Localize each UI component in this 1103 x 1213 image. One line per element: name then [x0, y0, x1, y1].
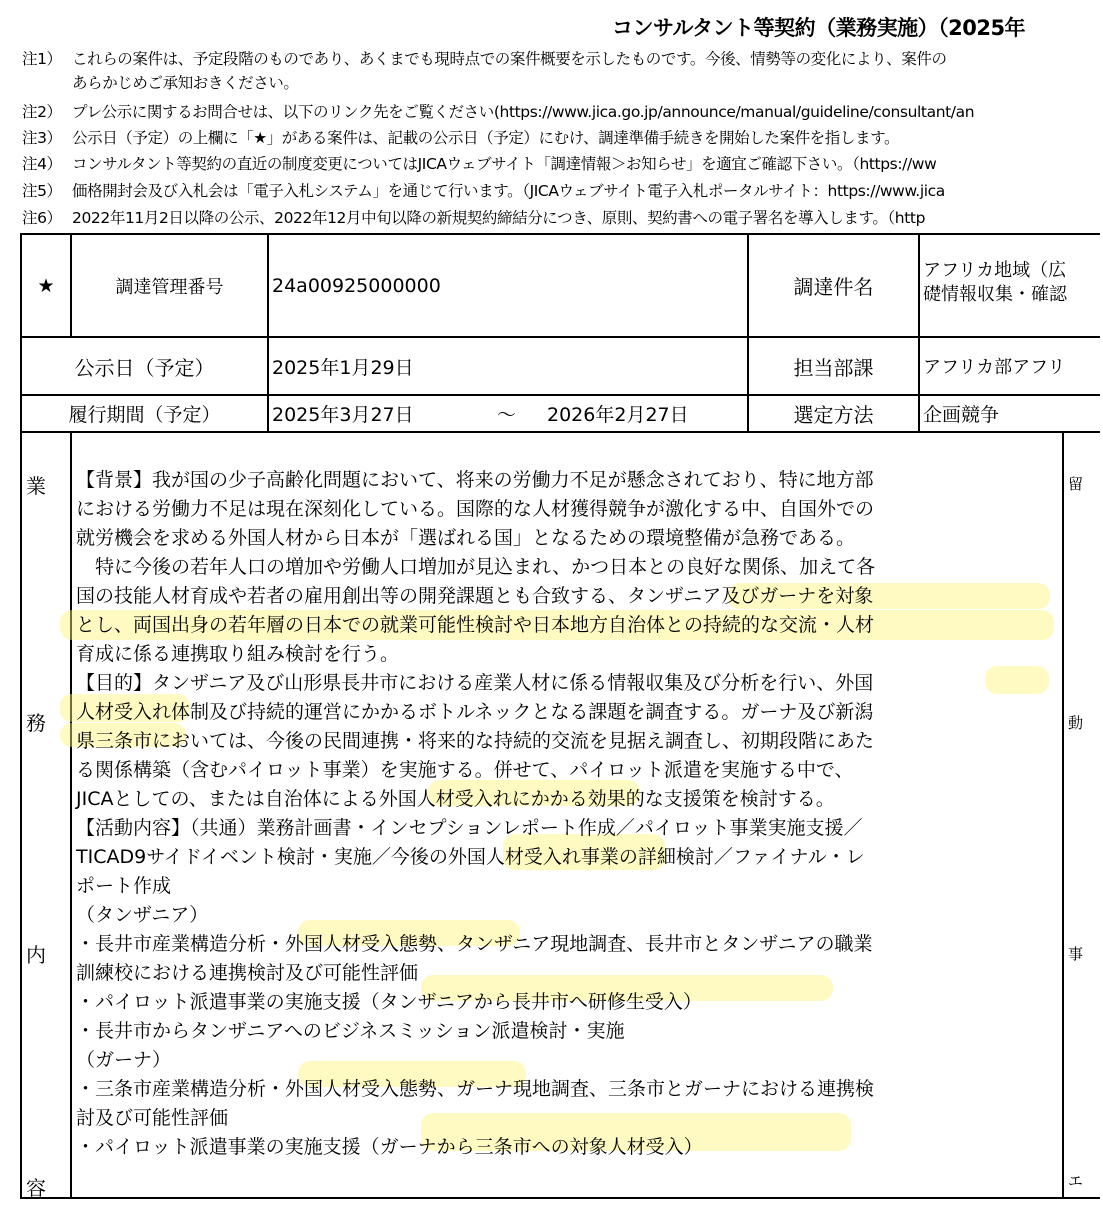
period-separator: ～	[497, 404, 517, 426]
department-value: アフリカ部アフリ	[923, 357, 1066, 378]
procurement-no-label: 調達管理番号	[115, 276, 224, 298]
body-line: ・パイロット派遣事業の実施支援（タンザニアから長井市へ研修生受入）	[76, 991, 702, 1013]
note-label: 注6）	[22, 209, 62, 227]
body-line: 【目的】タンザニア及び山形県長井市における産業人材に係る情報収集及び分析を行い、外国	[76, 672, 874, 694]
right-column-char: エ	[1068, 1172, 1084, 1190]
note-item	[22, 128, 899, 148]
selection-method-label: 選定方法	[793, 403, 874, 427]
right-column-char: 動	[1068, 714, 1084, 732]
announce-date-value: 2025年1月29日	[272, 356, 414, 379]
body-line: 討及び可能性評価	[76, 1107, 229, 1129]
body-line: TICAD9サイドイベント検討・実施／今後の外国人材受入れ事業の詳細検討／ファイナル・レ	[76, 846, 865, 868]
note-label: 注5）	[22, 182, 62, 200]
body-line: JICAとしての、または自治体による外国人材受入れにかかる効果的な支援策を検討する。	[76, 788, 835, 810]
body-line: ・パイロット派遣事業の実施支援（ガーナから三条市への対象人材受入）	[76, 1136, 703, 1158]
highlight-mark	[985, 666, 1049, 694]
project-name-label: 調達件名	[793, 275, 874, 299]
body-line: 県三条市においては、今後の民間連携・将来的な持続的交流を見据え調査し、初期段階にあた	[76, 730, 875, 752]
body-line: 人材受入れ体制及び持続的運営にかかるボトルネックとなる課題を調査する。ガーナ及び新潟	[76, 701, 874, 723]
body-line: 【活動内容】（共通）業務計画書・インセプションレポート作成／パイロット事業実施支援／	[76, 817, 863, 839]
body-line: における労働力不足は現在深刻化している。国際的な人材獲得競争が激化する中、自国外での	[76, 498, 875, 520]
note-text: プレ公示に関するお問合せは、以下のリンク先をご覧ください(https://www.jica.go.jp/announce/manual/guideline/consultant/an	[72, 103, 975, 121]
department-label: 担当部課	[793, 355, 874, 380]
announce-date-label: 公示日（予定）	[74, 355, 215, 380]
note-text: 価格開封会及び入札会は「電子入札システム」を通じて行います。（JICAウェブサイト電子入札ポータルサイト：https://www.jica	[72, 182, 945, 200]
project-name-value: アフリカ地域（広 礎情報収集・確認	[923, 260, 1067, 305]
period-label: 履行期間（予定）	[68, 404, 221, 426]
body-line: 国の技能人材育成や若者の雇用創出等の開発課題とも合致する、タンザニア及びガーナを対象	[76, 585, 874, 607]
body-line: 育成に係る連携取り組み検討を行う。	[76, 643, 400, 665]
body-line: ・長井市産業構造分析・外国人材受入態勢、タンザニア現地調査、長井市とタンザニアの職業	[76, 933, 873, 955]
body-line: る関係構築（含むパイロット事業）を実施する。併せて、パイロット派遣を実施する中で、	[76, 759, 854, 781]
body-line: 特に今後の若年人口の増加や労働人口増加が見込まれ、かつ日本との良好な関係、加えて各	[76, 556, 876, 578]
body-line: （タンザニア）	[76, 904, 209, 926]
procurement-no-value: 24a00925000000	[272, 274, 441, 297]
note-label: 注4）	[22, 155, 62, 173]
note-item	[22, 102, 974, 122]
body-line: 訓練校における連携検討及び可能性評価	[76, 962, 419, 984]
section-label-char: 業	[26, 474, 46, 498]
body-line: ポート作成	[76, 875, 172, 897]
note-label: 注1）	[22, 50, 62, 68]
page-title: コンサルタント等契約（業務実施）（2025年	[612, 16, 1026, 40]
selection-method-value: 企画競争	[923, 404, 1000, 426]
note-text: コンサルタント等契約の直近の制度変更についてはJICAウェブサイト「調達情報＞お知らせ」を適宜ご確認下さい。（https://ww	[72, 155, 937, 173]
body-line: ・三条市産業構造分析・外国人材受入態勢、ガーナ現地調査、三条市とガーナにおける連携検	[76, 1078, 875, 1100]
body-line: 【背景】我が国の少子高齢化問題において、将来の労働力不足が懸念されており、特に地方部	[76, 469, 874, 491]
body-line: （ガーナ）	[76, 1049, 172, 1071]
note-text: 公示日（予定）の上欄に「★」がある案件は、記載の公示日（予定）にむけ、調達準備手続きを開始した案件を指します。	[72, 129, 900, 147]
body-line: 就労機会を求める外国人材から日本が「選ばれる国」となるための環境整備が急務である。	[76, 527, 856, 549]
body-line: とし、両国出身の若年層の日本での就業可能性検討や日本地方自治体との持続的な交流・人材	[76, 614, 875, 636]
body-line: ・長井市からタンザニアへのビジネスミッション派遣検討・実施	[76, 1020, 625, 1042]
note-item	[22, 181, 945, 201]
period-start: 2025年3月27日	[272, 404, 414, 426]
note-text-continued: あらかじめご承知おきください。	[72, 74, 299, 92]
period-end: 2026年2月27日	[547, 404, 689, 426]
note-item	[22, 208, 925, 228]
section-label-char: 内	[26, 943, 46, 967]
right-column-char: 事	[1068, 945, 1084, 963]
section-label-char: 容	[26, 1176, 46, 1200]
note-text: 2022年11月2日以降の公示、2022年12月中旬以降の新規契約締結分につき、原則、契約書への電子署名を導入します。（http	[72, 209, 926, 227]
note-item	[22, 154, 936, 174]
note-text: これらの案件は、予定段階のものであり、あくまでも現時点での案件概要を示したものです。今後、情勢等の変化により、案件の	[72, 50, 947, 68]
note-label: 注2）	[22, 103, 62, 121]
note-item	[22, 49, 947, 69]
star-marker: ★	[37, 274, 55, 297]
section-label-char: 務	[26, 711, 46, 735]
right-column-char: 留	[1068, 475, 1084, 493]
note-label: 注3）	[22, 129, 62, 147]
